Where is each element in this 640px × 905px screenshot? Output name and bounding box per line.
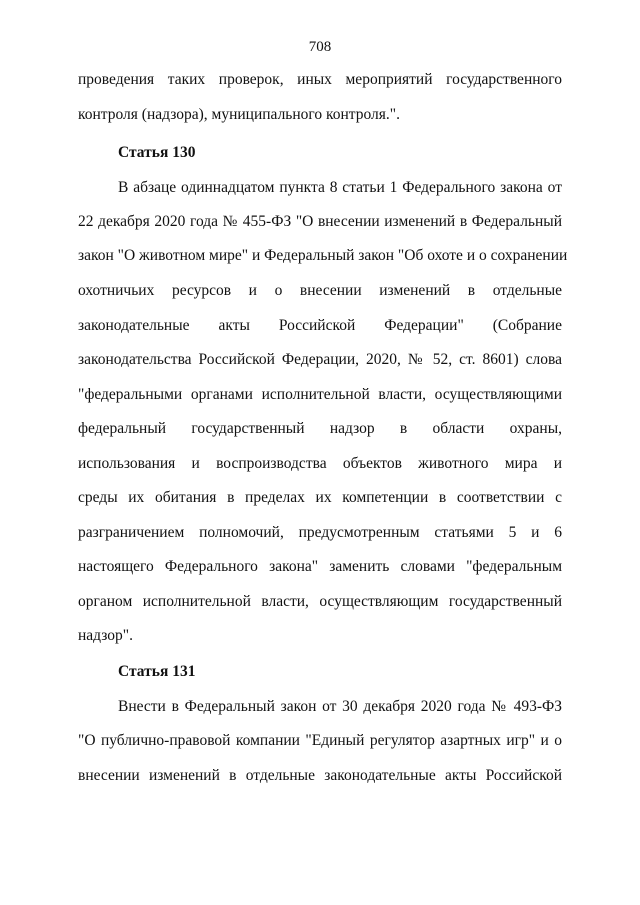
paragraph-line: законодательные акты Российской Федерации" (Собрание — [78, 317, 562, 334]
paragraph-line: проведения таких проверок, иных мероприятий государственного — [78, 71, 562, 88]
paragraph-line: Внести в Федеральный закон от 30 декабря 2020 года № 493-ФЗ — [118, 698, 562, 715]
paragraph-line: закон "О животном мире" и Федеральный закон "Об охоте и о сохранении — [78, 247, 568, 264]
paragraph-line: "О публично-правовой компании "Единый регулятор азартных игр" и о — [78, 732, 562, 749]
paragraph-line: внесении изменений в отдельные законодательные акты Российской — [78, 767, 562, 784]
paragraph-line: контроля (надзора), муниципального контроля.". — [78, 106, 401, 123]
page-number: 708 — [308, 39, 332, 55]
paragraph-line: законодательства Российской Федерации, 2020, № 52, ст. 8601) слова — [78, 351, 562, 368]
paragraph-line: органом исполнительной власти, осуществляющим государственный — [78, 593, 562, 610]
paragraph-line: среды их обитания в пределах их компетенции в соответствии с — [78, 489, 562, 506]
paragraph-line: надзор". — [78, 627, 133, 644]
paragraph-line: 22 декабря 2020 года № 455-ФЗ "О внесении изменений в Федеральный — [78, 213, 562, 230]
paragraph-line: охотничьих ресурсов и о внесении изменений в отдельные — [78, 282, 562, 299]
article-heading: Статья 130 — [118, 144, 196, 161]
paragraph-line: федеральный государственный надзор в области охраны, — [78, 420, 562, 437]
article-heading: Статья 131 — [118, 663, 196, 680]
paragraph-line: настоящего Федерального закона" заменить словами "федеральным — [78, 558, 562, 575]
paragraph-line: разграничением полномочий, предусмотренным статьями 5 и 6 — [78, 524, 562, 541]
paragraph-line: использования и воспроизводства объектов животного мира и — [78, 455, 562, 472]
paragraph-line: В абзаце одиннадцатом пункта 8 статьи 1 Федерального закона от — [118, 179, 562, 196]
paragraph-line: "федеральными органами исполнительной власти, осуществляющими — [78, 386, 562, 403]
